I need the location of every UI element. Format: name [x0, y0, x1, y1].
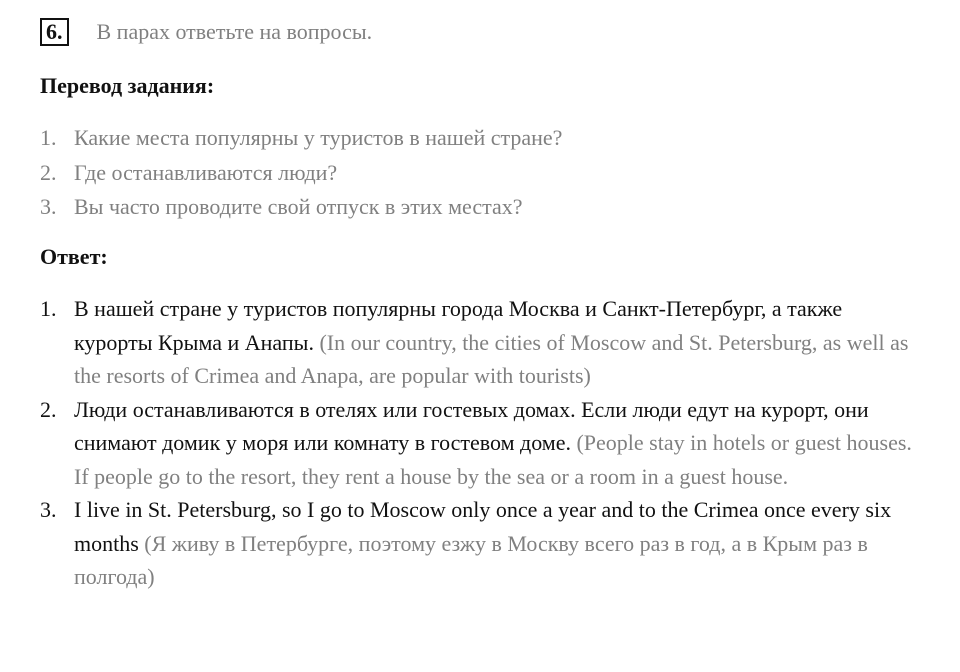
- list-item-text: Какие места популярны у туристов в нашей стране?: [74, 125, 563, 150]
- answer-text: Люди останавливаются в отелях или гостевых домах. Если люди едут на курорт, они снимают домик у моря или комнату в гостевом доме.: [74, 396, 869, 455]
- list-item-text: Вы часто проводите свой отпуск в этих местах?: [74, 194, 523, 219]
- list-item: [40, 493, 920, 594]
- translation-heading: Перевод задания:: [40, 73, 215, 98]
- list-item-number: 1.: [40, 125, 57, 150]
- list-item: [40, 190, 920, 225]
- task-number-badge: 6.: [40, 18, 69, 46]
- list-item: [40, 292, 920, 393]
- answer-text: В нашей стране у туристов популярны города Москва и Санкт-Петербург, а также курорты Крыма и Анапы.: [74, 296, 843, 355]
- translation-list: [40, 121, 920, 225]
- answer-text: I live in St. Petersburg, so I go to Moscow only once a year and to the Crimea once every six months: [74, 497, 892, 556]
- answer-translation: (In our country, the cities of Moscow and St. Petersburg, as well as the resorts of Crimea and Anapa, are popular with tourists): [74, 329, 909, 388]
- list-item-number: 1.: [40, 296, 57, 321]
- answer-list: [40, 292, 920, 594]
- answer-translation: (People stay in hotels or guest houses. If people go to the resort, they rent a house by the sea or a room in a guest house.: [74, 430, 912, 489]
- list-item-number: 2.: [40, 159, 57, 185]
- list-item-text: Где останавливаются люди?: [74, 159, 338, 185]
- list-item: [40, 393, 920, 494]
- answer-translation: (Я живу в Петербурге, поэтому езжу в Москву всего раз в год, а в Крым раз в полгода): [74, 530, 868, 589]
- task-instruction: В парах ответьте на вопросы.: [96, 19, 373, 44]
- list-item-number: 3.: [40, 497, 57, 522]
- list-item-number: 2.: [40, 396, 57, 422]
- list-item-number: 3.: [40, 194, 57, 219]
- list-item: [40, 121, 920, 156]
- list-item: [40, 156, 920, 191]
- task-header: [40, 18, 372, 46]
- answer-heading: Ответ:: [40, 244, 108, 269]
